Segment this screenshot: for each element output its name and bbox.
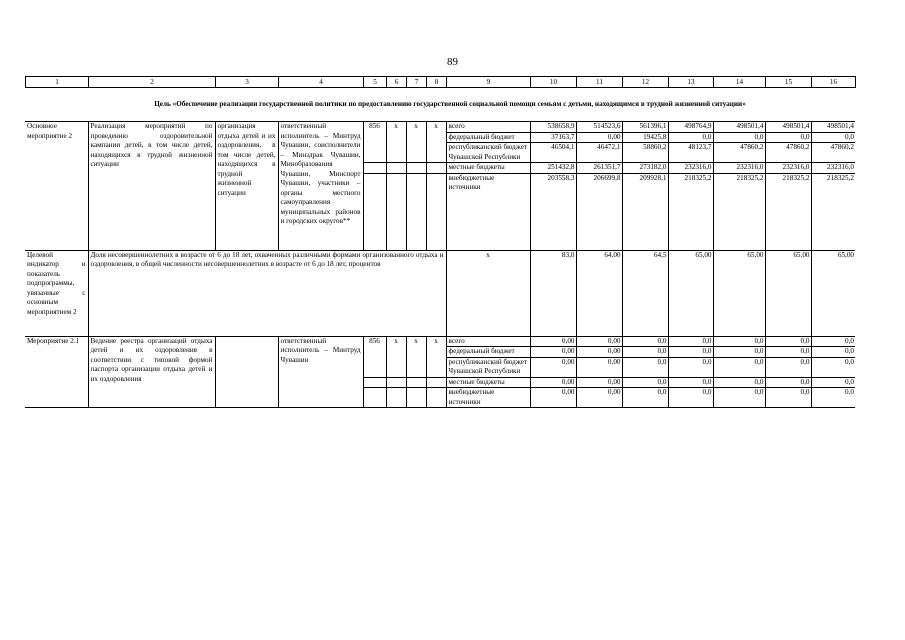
amount-cell: 0,0	[811, 388, 855, 408]
amount-cell: 0,00	[530, 357, 576, 377]
table-row	[25, 336, 855, 347]
indicator-text: Доля несовершеннолетних в возрасте от 6 до 18 лет, охваченных различными формами организованного отдыха и оздоровления, в общей численности несовершеннолетних в возрасте от 6 до 18 лет, процентов	[88, 250, 446, 336]
column-number: 14	[714, 77, 766, 88]
amount-cell: 218325,2	[713, 173, 765, 250]
amount-cell: 47860,2	[811, 143, 855, 163]
indicator-value: 65,00	[713, 250, 765, 336]
amount-cell: 251432,8	[530, 163, 576, 174]
amount-cell: 46472,1	[576, 143, 622, 163]
column-number: 13	[669, 77, 714, 88]
column-number-header	[25, 76, 856, 88]
budget-code: x	[386, 336, 406, 347]
amount-cell: 232316,0	[668, 163, 713, 174]
amount-cell: 218325,2	[765, 173, 811, 250]
column-number: 1	[26, 77, 89, 88]
amount-cell: 0,00	[530, 347, 576, 358]
amount-cell: 498501,4	[811, 122, 855, 133]
amount-cell: 0,00	[530, 377, 576, 388]
activity-target-group-empty	[215, 336, 278, 408]
amount-cell: 0,00	[576, 336, 622, 347]
column-number: 2	[89, 77, 216, 88]
amount-cell: 0,0	[622, 336, 668, 347]
main-activity-section	[25, 122, 855, 251]
amount-cell: 0,0	[622, 357, 668, 377]
activity-responsible: ответственный исполнитель – Минтруд Чувашии, соисполнители – Минздрав Чувашии, Минобразования Чувашии, Минспорт Чувашии, участники – органы местного самоуправления муниципальных районов и городских округов**	[278, 122, 363, 251]
funding-source: всего	[446, 336, 530, 347]
amount-cell: 47860,2	[765, 143, 811, 163]
amount-cell: 46504,1	[530, 143, 576, 163]
budget-code: 856	[363, 336, 386, 347]
amount-cell: 0,0	[765, 132, 811, 143]
amount-cell: 232316,0	[811, 163, 855, 174]
amount-cell: 0,0	[765, 377, 811, 388]
amount-cell: 498501,4	[765, 122, 811, 133]
amount-cell: 0,0	[811, 377, 855, 388]
column-number: 6	[387, 77, 407, 88]
amount-cell: 19425,8	[622, 132, 668, 143]
table-row	[25, 122, 855, 133]
budget-code: x	[406, 336, 426, 347]
budget-code: x	[406, 122, 426, 133]
amount-cell: 0,0	[713, 336, 765, 347]
amount-cell: 232316,0	[765, 163, 811, 174]
amount-cell: 0,0	[765, 347, 811, 358]
funding-source: всего	[446, 122, 530, 133]
funding-source: республиканский бюджет Чувашской Республики	[446, 357, 530, 377]
amount-cell: 0,0	[668, 388, 713, 408]
indicator-value: 64,5	[622, 250, 668, 336]
activity-2-1-section	[25, 336, 855, 408]
amount-cell: 0,0	[668, 377, 713, 388]
amount-cell: 561396,1	[622, 122, 668, 133]
funding-source: внебюджетные источники	[446, 388, 530, 408]
amount-cell: 514523,6	[576, 122, 622, 133]
funding-source: местные бюджеты	[446, 163, 530, 174]
column-number: 8	[427, 77, 447, 88]
budget-code: x	[426, 122, 446, 133]
amount-cell: 0,00	[530, 336, 576, 347]
budget-code: x	[386, 122, 406, 133]
amount-cell: 209928,1	[622, 173, 668, 250]
indicator-section	[25, 250, 855, 336]
amount-cell: 203558,3	[530, 173, 576, 250]
amount-cell: 0,0	[811, 357, 855, 377]
indicator-x-mark: х	[446, 250, 530, 336]
amount-cell: 0,0	[622, 377, 668, 388]
funding-source: внебюджетные источники	[446, 173, 530, 250]
page-number: 89	[447, 56, 458, 68]
amount-cell: 538658,9	[530, 122, 576, 133]
amount-cell: 498501,4	[713, 122, 765, 133]
amount-cell: 0,0	[713, 377, 765, 388]
column-number: 12	[623, 77, 669, 88]
funding-source: республиканский бюджет Чувашской Республики	[446, 143, 530, 163]
funding-source: федеральный бюджет	[446, 347, 530, 358]
budget-code: 856	[363, 122, 386, 133]
column-number: 10	[531, 77, 577, 88]
activity-responsible: ответственный исполнитель – Минтруд Чувашии	[278, 336, 363, 408]
amount-cell: 0,00	[576, 388, 622, 408]
amount-cell: 206699,8	[576, 173, 622, 250]
activity-name: Мероприятие 2.1	[25, 336, 88, 408]
amount-cell: 218325,2	[668, 173, 713, 250]
amount-cell: 0,0	[713, 357, 765, 377]
amount-cell: 0,0	[765, 336, 811, 347]
budget-code: x	[426, 336, 446, 347]
column-number: 5	[364, 77, 387, 88]
activity-description: Ведение реестра организаций отдыха детей и их оздоровления в соответствии с типовой формой паспорта организации отдыха детей и их оздоровления	[88, 336, 215, 408]
amount-cell: 498764,9	[668, 122, 713, 133]
amount-cell: 0,0	[713, 347, 765, 358]
amount-cell: 0,0	[713, 132, 765, 143]
column-number: 11	[577, 77, 623, 88]
amount-cell: 0,0	[765, 388, 811, 408]
amount-cell: 0,00	[576, 132, 622, 143]
column-number: 9	[447, 77, 531, 88]
activity-target-group: организация отдыха детей и их оздоровления, в том числе детей, находящихся в трудной жизненной ситуации	[215, 122, 278, 251]
table-row	[25, 250, 855, 336]
funding-source: местные бюджеты	[446, 377, 530, 388]
column-number-row	[26, 77, 856, 88]
amount-cell: 0,0	[713, 388, 765, 408]
program-table	[25, 121, 855, 408]
amount-cell: 0,0	[811, 347, 855, 358]
amount-cell: 0,0	[622, 388, 668, 408]
column-number: 16	[812, 77, 856, 88]
amount-cell: 0,0	[668, 132, 713, 143]
indicator-value: 65,00	[811, 250, 855, 336]
funding-source: федеральный бюджет	[446, 132, 530, 143]
amount-cell: 47860,2	[713, 143, 765, 163]
amount-cell: 0,00	[576, 377, 622, 388]
indicator-value: 64,00	[576, 250, 622, 336]
amount-cell: 0,0	[668, 336, 713, 347]
indicator-value: 65,00	[668, 250, 713, 336]
amount-cell: 0,00	[576, 357, 622, 377]
column-number: 4	[279, 77, 364, 88]
amount-cell: 0,0	[668, 347, 713, 358]
column-number: 3	[216, 77, 279, 88]
amount-cell: 58860,2	[622, 143, 668, 163]
amount-cell: 261351,7	[576, 163, 622, 174]
amount-cell: 0,0	[811, 336, 855, 347]
activity-name: Основное мероприятие 2	[25, 122, 88, 251]
goal-heading: Цель «Обеспечение реализации государственной политики по предоставлению государственной социальной помощи семьям с детьми, находящимся в трудной жизненной ситуации»	[154, 100, 746, 108]
amount-cell: 0,0	[765, 357, 811, 377]
amount-cell: 0,00	[576, 347, 622, 358]
amount-cell: 0,0	[668, 357, 713, 377]
column-number: 7	[407, 77, 427, 88]
activity-description: Реализация мероприятий по проведению оздоровительной кампании детей, в том числе детей, находящихся в трудной жизненной ситуации	[88, 122, 215, 251]
column-number: 15	[766, 77, 812, 88]
indicator-name: Целевой индикатор и показатель подпрограммы, увязанные с основным мероприятием 2	[25, 250, 88, 336]
amount-cell: 0,0	[811, 132, 855, 143]
indicator-value: 83,0	[530, 250, 576, 336]
amount-cell: 0,0	[622, 347, 668, 358]
amount-cell: 0,00	[530, 388, 576, 408]
amount-cell: 48123,7	[668, 143, 713, 163]
indicator-value: 65,00	[765, 250, 811, 336]
amount-cell: 232316,0	[713, 163, 765, 174]
amount-cell: 273182,0	[622, 163, 668, 174]
amount-cell: 37163,7	[530, 132, 576, 143]
amount-cell: 218325,2	[811, 173, 855, 250]
